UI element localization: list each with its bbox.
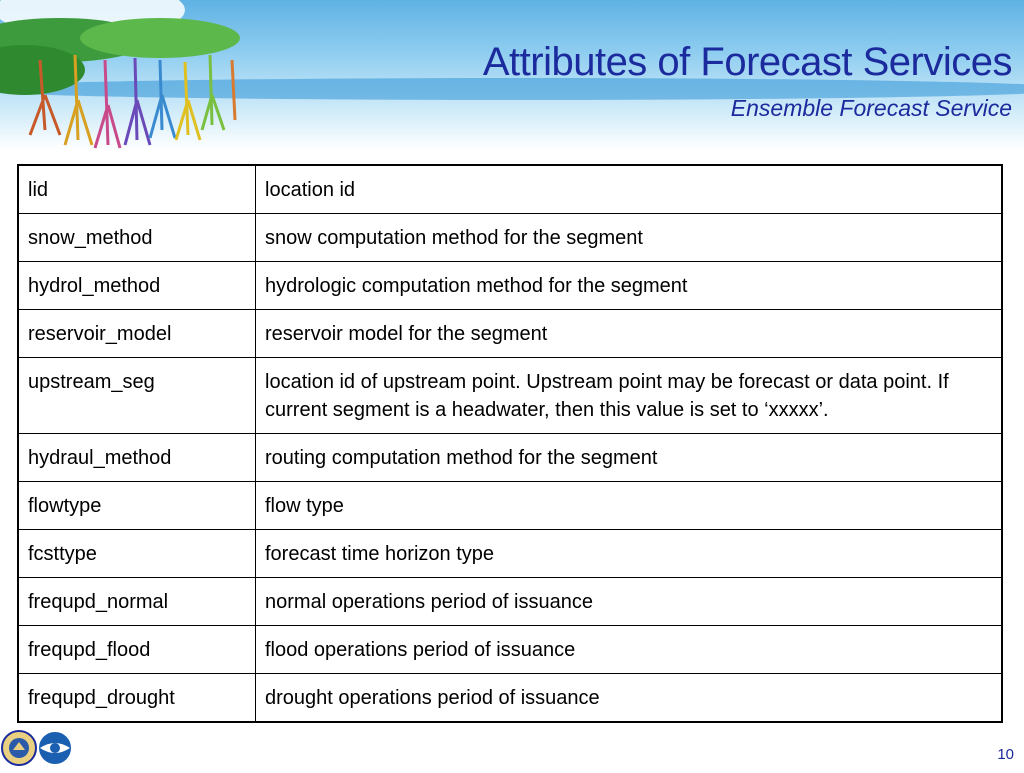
attribute-description-cell: location id of upstream point. Upstream point may be forecast or data point. If current segment is a headwater, then this value is set to ‘xxxxx’. bbox=[256, 358, 1003, 434]
attribute-name-cell: lid bbox=[18, 165, 256, 214]
noaa-logo-icon bbox=[38, 731, 72, 765]
slide-title: Attributes of Forecast Services bbox=[482, 40, 1012, 84]
attribute-name-cell: hydraul_method bbox=[18, 434, 256, 482]
table-row bbox=[18, 482, 1002, 530]
attribute-name-cell: snow_method bbox=[18, 214, 256, 262]
attribute-name-cell: fcsttype bbox=[18, 530, 256, 578]
attribute-name-cell: reservoir_model bbox=[18, 310, 256, 358]
attribute-description-cell: hydrologic computation method for the segment bbox=[256, 262, 1003, 310]
attribute-name-cell: frequpd_normal bbox=[18, 578, 256, 626]
attribute-name-cell: frequpd_flood bbox=[18, 626, 256, 674]
attribute-name-cell: upstream_seg bbox=[18, 358, 256, 434]
table-row bbox=[18, 434, 1002, 482]
attribute-name-cell: frequpd_drought bbox=[18, 674, 256, 723]
table-row bbox=[18, 165, 1002, 214]
attributes-table bbox=[17, 164, 1003, 723]
attribute-description-cell: location id bbox=[256, 165, 1003, 214]
attribute-description-cell: flood operations period of issuance bbox=[256, 626, 1003, 674]
table-row bbox=[18, 214, 1002, 262]
table-row bbox=[18, 262, 1002, 310]
attribute-name-cell: hydrol_method bbox=[18, 262, 256, 310]
slide-subtitle: Ensemble Forecast Service bbox=[730, 95, 1012, 121]
attributes-table-body bbox=[18, 165, 1002, 722]
slide-header bbox=[0, 0, 1024, 150]
department-of-commerce-seal-icon bbox=[2, 731, 36, 765]
table-row bbox=[18, 358, 1002, 434]
attribute-description-cell: reservoir model for the segment bbox=[256, 310, 1003, 358]
page-number: 10 bbox=[997, 746, 1014, 763]
attribute-name-cell: flowtype bbox=[18, 482, 256, 530]
footer-logos bbox=[0, 728, 80, 773]
table-row bbox=[18, 310, 1002, 358]
table-row bbox=[18, 674, 1002, 723]
attribute-description-cell: normal operations period of issuance bbox=[256, 578, 1003, 626]
table-row bbox=[18, 578, 1002, 626]
attribute-description-cell: routing computation method for the segment bbox=[256, 434, 1003, 482]
table-row bbox=[18, 530, 1002, 578]
attribute-description-cell: snow computation method for the segment bbox=[256, 214, 1003, 262]
attribute-description-cell: flow type bbox=[256, 482, 1003, 530]
attribute-description-cell: drought operations period of issuance bbox=[256, 674, 1003, 723]
mangrove-art-icon bbox=[0, 0, 260, 150]
attribute-description-cell: forecast time horizon type bbox=[256, 530, 1003, 578]
table-row bbox=[18, 626, 1002, 674]
